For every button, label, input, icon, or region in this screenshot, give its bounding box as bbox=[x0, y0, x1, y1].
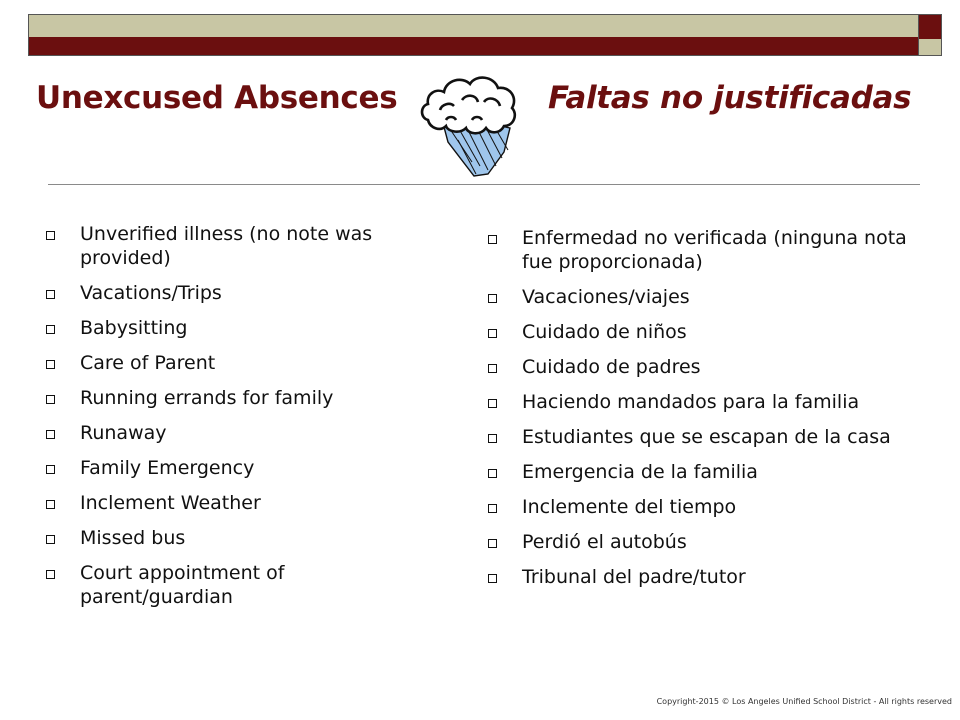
list-item bbox=[478, 285, 938, 309]
reasons-list-english bbox=[36, 222, 436, 620]
checkbox-bullet-icon bbox=[46, 325, 55, 334]
list-item-text: Babysitting bbox=[80, 317, 188, 339]
list-item bbox=[478, 390, 938, 414]
list-item-text: Court appointment of parent/guardian bbox=[80, 562, 285, 608]
checkbox-bullet-icon bbox=[46, 570, 55, 579]
checkbox-bullet-icon bbox=[46, 231, 55, 240]
list-item bbox=[478, 320, 938, 344]
checkbox-bullet-icon bbox=[488, 364, 497, 373]
list-item-text: Family Emergency bbox=[80, 457, 255, 479]
list-item-text: Inclement Weather bbox=[80, 492, 261, 514]
checkbox-bullet-icon bbox=[488, 294, 497, 303]
rain-cloud-icon bbox=[418, 70, 522, 178]
title-divider bbox=[48, 184, 920, 185]
list-item bbox=[36, 222, 436, 270]
top-banner bbox=[28, 14, 942, 56]
checkbox-bullet-icon bbox=[46, 395, 55, 404]
list-item-text: Vacaciones/viajes bbox=[522, 286, 690, 308]
list-item bbox=[36, 281, 436, 305]
list-item-text: Enfermedad no verificada (ninguna nota fue proporcionada) bbox=[522, 227, 907, 273]
checkbox-bullet-icon bbox=[488, 469, 497, 478]
corner-maroon-square bbox=[919, 15, 941, 39]
list-item bbox=[36, 421, 436, 445]
list-item-text: Estudiantes que se escapan de la casa bbox=[522, 426, 891, 448]
title-spanish: Faltas no justificadas bbox=[548, 80, 912, 116]
checkbox-bullet-icon bbox=[46, 360, 55, 369]
list-item-text: Inclemente del tiempo bbox=[522, 496, 737, 518]
checkbox-bullet-icon bbox=[46, 290, 55, 299]
list-item-text: Running errands for family bbox=[80, 387, 334, 409]
banner-maroon-band bbox=[29, 37, 941, 55]
list-item bbox=[478, 495, 938, 519]
list-item-text: Tribunal del padre/tutor bbox=[522, 566, 746, 588]
title-english: Unexcused Absences bbox=[36, 80, 398, 116]
list-item-text: Cuidado de padres bbox=[522, 356, 701, 378]
reasons-list-spanish bbox=[478, 226, 938, 600]
checkbox-bullet-icon bbox=[488, 329, 497, 338]
list-item bbox=[36, 561, 436, 609]
checkbox-bullet-icon bbox=[46, 465, 55, 474]
checkbox-bullet-icon bbox=[46, 535, 55, 544]
list-item-text: Unverified illness (no note was provided) bbox=[80, 223, 373, 269]
banner-corner-box bbox=[918, 14, 942, 56]
checkbox-bullet-icon bbox=[488, 399, 497, 408]
banner-olive-band bbox=[29, 15, 941, 37]
list-item-text: Runaway bbox=[80, 422, 167, 444]
list-item bbox=[478, 565, 938, 589]
list-item bbox=[36, 526, 436, 550]
list-item bbox=[478, 530, 938, 554]
checkbox-bullet-icon bbox=[46, 500, 55, 509]
list-item bbox=[478, 226, 938, 274]
checkbox-bullet-icon bbox=[46, 430, 55, 439]
list-item-text: Haciendo mandados para la familia bbox=[522, 391, 860, 413]
checkbox-bullet-icon bbox=[488, 574, 497, 583]
copyright-notice: Copyright-2015 © Los Angeles Unified School District - All rights reserved bbox=[656, 697, 952, 706]
list-item bbox=[478, 460, 938, 484]
list-item bbox=[36, 351, 436, 375]
list-item bbox=[36, 456, 436, 480]
list-item bbox=[478, 425, 938, 449]
list-item bbox=[36, 316, 436, 340]
checkbox-bullet-icon bbox=[488, 434, 497, 443]
checkbox-bullet-icon bbox=[488, 539, 497, 548]
list-item bbox=[36, 386, 436, 410]
list-item-text: Care of Parent bbox=[80, 352, 216, 374]
checkbox-bullet-icon bbox=[488, 235, 497, 244]
list-item-text: Cuidado de niños bbox=[522, 321, 687, 343]
list-item-text: Missed bus bbox=[80, 527, 186, 549]
list-item-text: Emergencia de la familia bbox=[522, 461, 758, 483]
list-item-text: Perdió el autobús bbox=[522, 531, 687, 553]
list-item bbox=[478, 355, 938, 379]
list-item bbox=[36, 491, 436, 515]
checkbox-bullet-icon bbox=[488, 504, 497, 513]
list-item-text: Vacations/Trips bbox=[80, 282, 222, 304]
